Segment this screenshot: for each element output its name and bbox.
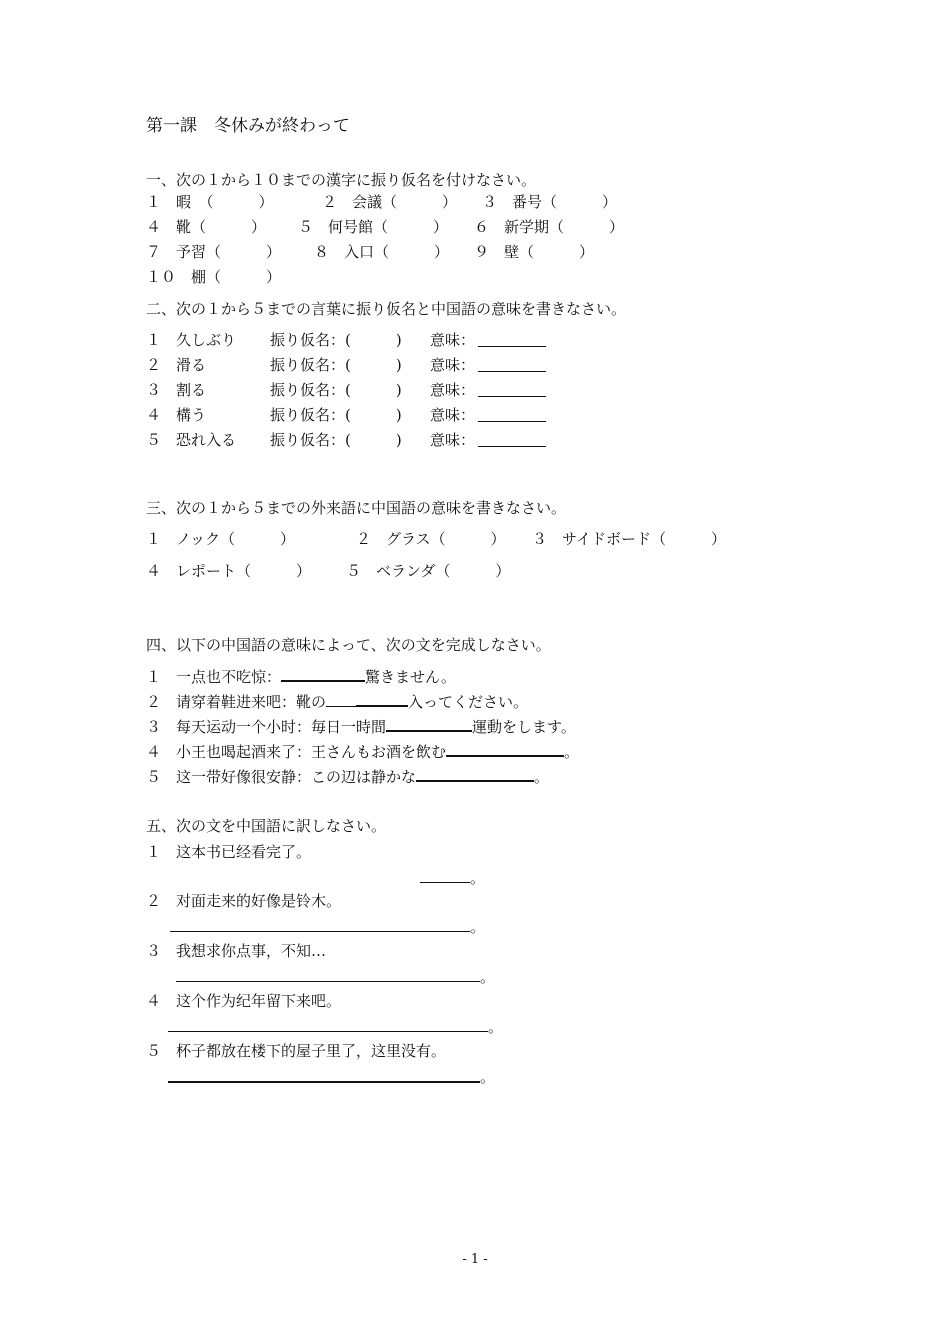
s4-item-3-suffix: 運動をします。 (472, 718, 576, 736)
s5-answer-line-1 (420, 882, 470, 883)
s2-answer-line-3 (478, 396, 546, 397)
s2-answer-line-1 (478, 346, 546, 347)
s3-item-4: ４ レポート（ ） (146, 562, 312, 580)
s2-furigana-label-3: 振り仮名：( ) (270, 381, 402, 399)
s2-furigana-label-1: 振り仮名：( ) (270, 331, 402, 349)
s5-end-mark-3: 。 (480, 968, 496, 986)
s2-answer-line-4 (478, 421, 546, 422)
s5-end-mark-4: 。 (488, 1018, 504, 1036)
s4-item-4 (146, 741, 579, 762)
s4-item-2 (146, 691, 528, 712)
s4-blank-1 (281, 666, 365, 682)
s4-item-5-suffix: 。 (534, 768, 550, 786)
page-number: - 1 - (462, 1252, 488, 1267)
s4-item-3-prefix: ３ 每天运动一个小时：毎日一時間 (146, 718, 387, 736)
lesson-title: 第一課 冬休みが終わって (146, 116, 350, 136)
s4-blank-2a (326, 692, 356, 707)
s2-answer-line-5 (478, 446, 546, 447)
s1-item-9: ９ 壁（ ） (474, 243, 595, 261)
s1-item-3: ３ 番号（ ） (482, 193, 618, 211)
s5-answer-line-4 (168, 1031, 488, 1032)
s5-answer-line-3 (176, 981, 480, 982)
s4-item-2-prefix: ２ 请穿着鞋进来吧：靴の (146, 693, 327, 711)
s5-answer-line-5 (168, 1081, 480, 1083)
s3-item-1: １ ノック（ ） (146, 530, 295, 548)
s4-item-5 (146, 766, 549, 787)
s4-item-1 (146, 666, 456, 687)
s4-blank-5 (416, 766, 534, 782)
s1-item-1: １ 暇 （ ） (146, 193, 274, 211)
section1-heading: 一、次の１から１０までの漢字に振り仮名を付けなさい。 (146, 171, 537, 189)
s5-item-4: ４ 这个作为纪年留下来吧。 (146, 992, 342, 1010)
s2-meaning-label-2: 意味： (430, 356, 476, 374)
s2-word-5: ５ 恐れ入る (146, 431, 237, 449)
s5-item-5: ５ 杯子都放在楼下的屋子里了，这里没有。 (146, 1042, 447, 1060)
s2-word-2: ２ 滑る (146, 356, 207, 374)
s5-item-1: １ 这本书已经看完了。 (146, 843, 312, 861)
s3-item-2: ２ グラス（ ） (356, 530, 506, 548)
s5-end-mark-1: 。 (470, 869, 486, 887)
s1-item-10: １０ 棚（ ） (146, 268, 282, 286)
s5-end-mark-5: 。 (480, 1068, 496, 1086)
s2-furigana-label-4: 振り仮名：( ) (270, 406, 402, 424)
s2-meaning-label-3: 意味： (430, 381, 476, 399)
section4-heading: 四、以下の中国語の意味によって、次の文を完成しなさい。 (146, 636, 551, 654)
s4-item-1-suffix: 驚きません。 (365, 668, 456, 686)
s2-word-3: ３ 割る (146, 381, 207, 399)
s1-item-7: ７ 予習（ ） (146, 243, 282, 261)
s4-blank-2b (356, 691, 408, 707)
s4-item-5-prefix: ５ 这一带好像很安静：この辺は静かな (146, 768, 417, 786)
s5-end-mark-2: 。 (470, 918, 486, 936)
s1-item-5: ５ 何号館（ ） (298, 218, 449, 236)
s5-answer-line-2 (170, 931, 470, 932)
s2-meaning-label-1: 意味： (430, 331, 476, 349)
section2-heading: 二、次の１から５までの言葉に振り仮名と中国語の意味を書きなさい。 (146, 300, 627, 318)
s4-blank-4 (446, 741, 564, 757)
s3-item-5: ５ ベランダ（ ） (346, 562, 511, 580)
section3-heading: 三、次の１から５までの外来語に中国語の意味を書きなさい。 (146, 499, 567, 517)
s1-item-6: ６ 新学期（ ） (474, 218, 625, 236)
s2-word-1: １ 久しぶり (146, 331, 237, 349)
s4-blank-3 (386, 716, 472, 732)
s2-furigana-label-5: 振り仮名：( ) (270, 431, 402, 449)
s1-item-2: ２ 会議（ ） (322, 193, 458, 211)
s2-meaning-label-4: 意味： (430, 406, 476, 424)
s5-item-2: ２ 对面走来的好像是铃木。 (146, 892, 342, 910)
s4-item-1-prefix: １ 一点也不吃惊： (146, 668, 282, 686)
s2-answer-line-2 (478, 371, 546, 372)
section5-heading: 五、次の文を中国語に訳しなさい。 (146, 817, 387, 835)
s4-item-4-prefix: ４ 小王也喝起酒来了：王さんもお酒を飲む (146, 743, 447, 761)
s3-item-3: ３ サイドボード（ ） (532, 530, 726, 548)
s2-word-4: ４ 構う (146, 406, 207, 424)
s1-item-8: ８ 入口（ ） (314, 243, 450, 261)
s5-item-3: ３ 我想求你点事，不知… (146, 942, 327, 960)
s4-item-2-suffix: 入ってください。 (408, 693, 529, 711)
s4-item-3 (146, 716, 576, 737)
s2-meaning-label-5: 意味： (430, 431, 476, 449)
s1-item-4: ４ 靴（ ） (146, 218, 267, 236)
s4-item-4-suffix: 。 (564, 743, 580, 761)
s2-furigana-label-2: 振り仮名：( ) (270, 356, 402, 374)
